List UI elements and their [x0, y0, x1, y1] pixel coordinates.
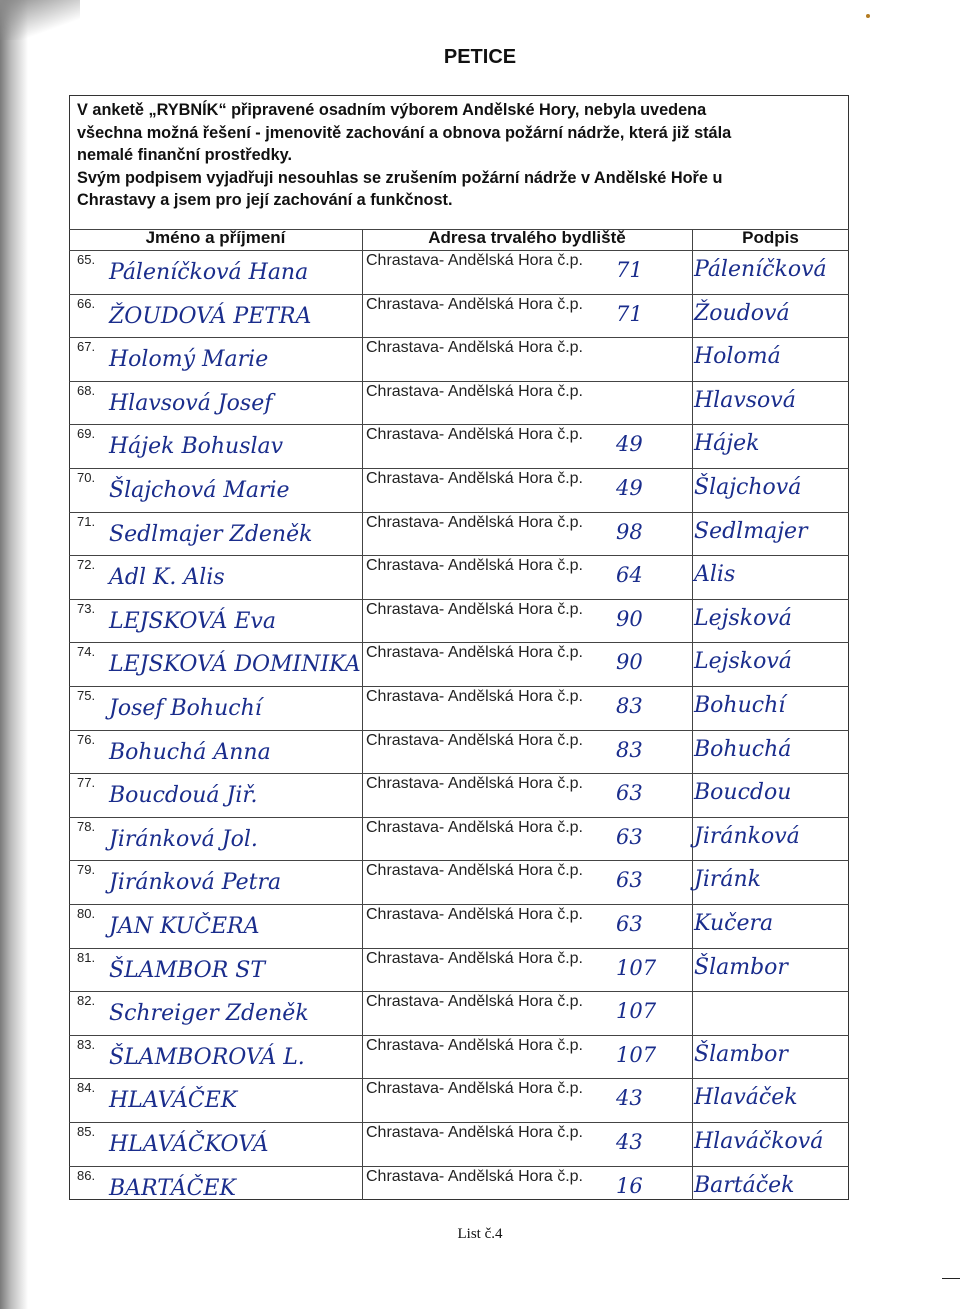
row-number: 80. — [77, 906, 96, 921]
handwritten-name: Holomý Marie — [109, 347, 269, 373]
printed-address: Chrastava- Andělská Hora č.p. — [366, 775, 583, 793]
signature: Šlajchová — [694, 475, 802, 500]
row-divider — [69, 555, 849, 556]
table-row — [69, 948, 849, 992]
row-divider — [69, 337, 849, 338]
handwritten-name: Boucdouá Jiř. — [109, 783, 258, 809]
intro-line-1: V anketě „RYBNÍK“ připravené osadním výborem Andělské Hory, nebyla uvedena — [77, 101, 707, 119]
row-number: 68. — [77, 382, 96, 398]
handwritten-house-number: 71 — [616, 301, 643, 326]
handwritten-name: Páleníčková Hana — [109, 260, 309, 285]
table-row — [69, 1122, 849, 1166]
table-row — [69, 555, 849, 599]
handwritten-name: ŽOUDOVÁ PETRA — [109, 303, 312, 329]
scan-speck — [866, 14, 870, 18]
handwritten-house-number: 98 — [616, 519, 643, 544]
table-row — [69, 1166, 849, 1210]
signature: Alis — [694, 562, 736, 588]
signature: Šlambor — [694, 954, 788, 980]
row-number: 76. — [77, 731, 96, 747]
row-divider — [69, 599, 849, 600]
printed-address: Chrastava- Andělská Hora č.p. — [366, 1080, 583, 1098]
header-address: Adresa trvalého bydliště — [428, 228, 626, 247]
scan-corner-shadow — [0, 0, 80, 40]
intro-line-2: všechna možná řešení - jmenovitě zachování a obnova požární nádrže, která již stála — [77, 123, 732, 142]
row-number: 67. — [77, 339, 96, 355]
handwritten-name: Adl K. Alis — [109, 565, 225, 591]
row-divider — [69, 991, 849, 992]
handwritten-name: HLAVÁČEK — [109, 1088, 238, 1114]
table-row — [69, 599, 849, 643]
handwritten-name: Bohuchá Anna — [109, 739, 271, 765]
signature: Kučera — [694, 911, 774, 936]
printed-address: Chrastava- Andělská Hora č.p. — [366, 1124, 583, 1141]
printed-address: Chrastava- Andělská Hora č.p. — [366, 688, 583, 705]
row-divider — [69, 817, 849, 818]
printed-address: Chrastava- Andělská Hora č.p. — [366, 513, 583, 531]
row-number: 72. — [77, 557, 96, 573]
handwritten-house-number: 71 — [616, 258, 643, 282]
handwritten-house-number: 63 — [616, 912, 643, 936]
table-row — [69, 686, 849, 730]
row-number: 78. — [77, 818, 96, 834]
row-number: 83. — [77, 1036, 96, 1052]
handwritten-house-number: 64 — [616, 563, 643, 588]
handwritten-name: BARTÁČEK — [109, 1175, 236, 1201]
row-number: 75. — [77, 688, 96, 703]
row-divider — [69, 468, 849, 469]
handwritten-house-number: 43 — [616, 1130, 643, 1154]
table-row — [69, 773, 849, 817]
signature: Boucdou — [694, 780, 792, 806]
row-divider — [69, 1078, 849, 1079]
printed-address: Chrastava- Andělská Hora č.p. — [366, 906, 583, 923]
handwritten-name: Jiránková Jol. — [109, 826, 258, 852]
table-row — [69, 337, 849, 381]
printed-address: Chrastava- Andělská Hora č.p. — [366, 426, 583, 444]
handwritten-house-number: 49 — [616, 432, 643, 457]
printed-address: Chrastava- Andělská Hora č.p. — [366, 1167, 583, 1185]
signature: Jiránková — [694, 823, 800, 849]
row-divider — [69, 1122, 849, 1123]
table-row — [69, 294, 849, 338]
row-divider — [69, 424, 849, 425]
row-number: 77. — [77, 775, 96, 791]
handwritten-house-number: 83 — [616, 737, 643, 762]
handwritten-house-number: 90 — [616, 650, 643, 675]
row-divider — [69, 1035, 849, 1036]
printed-address: Chrastava- Andělská Hora č.p. — [366, 557, 583, 575]
signature: Sedlmajer — [694, 518, 808, 544]
row-divider — [69, 250, 849, 251]
row-divider — [69, 294, 849, 295]
table-row — [69, 250, 849, 294]
signature: Lejsková — [694, 605, 792, 631]
row-divider — [69, 686, 849, 687]
row-number: 70. — [77, 470, 96, 485]
signature: Šlambor — [694, 1041, 788, 1067]
handwritten-name: Schreiger Zdeněk — [109, 1001, 309, 1027]
handwritten-name: Hlavsová Josef — [109, 390, 273, 416]
handwritten-house-number: 63 — [616, 824, 643, 849]
printed-address: Chrastava- Andělská Hora č.p. — [366, 862, 583, 880]
row-number: 79. — [77, 862, 96, 878]
row-number: 85. — [77, 1124, 96, 1139]
handwritten-name: ŠLAMBOR ST — [109, 957, 266, 983]
signature: Žoudová — [694, 300, 790, 326]
table-row — [69, 904, 849, 948]
printed-address: Chrastava- Andělská Hora č.p. — [366, 993, 583, 1011]
table-row — [69, 424, 849, 468]
handwritten-name: Sedlmajer Zdeněk — [109, 521, 313, 547]
printed-address: Chrastava- Andělská Hora č.p. — [366, 339, 583, 357]
row-divider — [69, 773, 849, 774]
signature: Hlaváčková — [694, 1129, 824, 1154]
header-signature: Podpis — [742, 228, 799, 247]
handwritten-house-number: 90 — [616, 606, 643, 631]
signature: Bohuchá — [694, 736, 792, 762]
margin-mark — [942, 1278, 960, 1279]
row-number: 81. — [77, 949, 96, 965]
page-title: PETICE — [443, 46, 517, 68]
intro-line-4: Svým podpisem vyjadřuji nesouhlas se zrušením požární nádrže v Andělské Hoře u — [77, 168, 723, 187]
row-number: 73. — [77, 600, 96, 616]
row-number: 65. — [77, 252, 96, 267]
petition-intro — [77, 99, 847, 212]
handwritten-house-number: 63 — [616, 868, 643, 893]
row-divider — [69, 1166, 849, 1167]
handwritten-name: Josef Bohuchí — [109, 696, 262, 721]
printed-address: Chrastava- Andělská Hora č.p. — [366, 731, 583, 749]
scan-edge-shadow — [0, 0, 28, 1309]
printed-address: Chrastava- Andělská Hora č.p. — [366, 382, 583, 400]
header-name: Jméno a příjmení — [145, 228, 286, 247]
table-row — [69, 817, 849, 861]
signature: Jiránk — [694, 867, 761, 893]
sheet-number: List č.4 — [457, 1226, 503, 1242]
row-number: 69. — [77, 426, 96, 442]
row-number: 74. — [77, 644, 96, 660]
signature: Hlaváček — [694, 1085, 798, 1111]
row-number: 84. — [77, 1080, 96, 1096]
printed-address: Chrastava- Andělská Hora č.p. — [366, 818, 583, 836]
table-row — [69, 468, 849, 512]
row-divider — [69, 948, 849, 949]
row-number: 71. — [77, 513, 96, 529]
table-row — [69, 991, 849, 1035]
table-row — [69, 1035, 849, 1079]
intro-line-3: nemalé finanční prostředky. — [77, 146, 293, 164]
row-number: 66. — [77, 295, 96, 311]
handwritten-house-number: 63 — [616, 781, 643, 806]
row-number: 86. — [77, 1167, 96, 1183]
signature: Páleníčková — [694, 257, 827, 282]
signature: Hájek — [694, 431, 760, 457]
handwritten-name: HLAVÁČKOVÁ — [109, 1132, 269, 1157]
printed-address: Chrastava- Andělská Hora č.p. — [366, 295, 583, 313]
printed-address: Chrastava- Andělská Hora č.p. — [366, 644, 583, 662]
printed-address: Chrastava- Andělská Hora č.p. — [366, 1036, 583, 1054]
handwritten-house-number: 107 — [616, 1042, 657, 1067]
handwritten-name: Hájek Bohuslav — [109, 434, 284, 460]
row-divider — [69, 860, 849, 861]
row-number: 82. — [77, 993, 96, 1009]
row-divider — [69, 381, 849, 382]
table-row — [69, 642, 849, 686]
handwritten-name: Šlajchová Marie — [109, 478, 290, 503]
table-row — [69, 381, 849, 425]
intro-line-5: Chrastavy a jsem pro její zachování a funkčnost. — [77, 191, 453, 209]
signature: Holomá — [694, 344, 781, 370]
handwritten-name: LEJSKOVÁ DOMINIKA — [109, 652, 361, 678]
table-row — [69, 512, 849, 556]
handwritten-house-number: 107 — [616, 999, 657, 1024]
printed-address: Chrastava- Andělská Hora č.p. — [366, 470, 583, 487]
handwritten-house-number: 49 — [616, 476, 643, 500]
signature: Bohuchí — [694, 693, 786, 718]
handwritten-name: LEJSKOVÁ Eva — [109, 608, 276, 634]
signature: Hlavsová — [694, 387, 796, 413]
handwritten-house-number: 83 — [616, 694, 643, 718]
row-divider — [69, 904, 849, 905]
printed-address: Chrastava- Andělská Hora č.p. — [366, 949, 583, 967]
row-divider — [69, 642, 849, 643]
table-row — [69, 730, 849, 774]
handwritten-house-number: 43 — [616, 1086, 643, 1111]
handwritten-house-number: 16 — [616, 1173, 643, 1198]
table-row — [69, 1078, 849, 1122]
row-divider — [69, 730, 849, 731]
row-divider — [69, 512, 849, 513]
printed-address: Chrastava- Andělská Hora č.p. — [366, 252, 583, 269]
table-row — [69, 860, 849, 904]
handwritten-name: ŠLAMBOROVÁ L. — [109, 1044, 305, 1070]
handwritten-house-number: 107 — [616, 955, 657, 980]
signature: Bartáček — [694, 1172, 795, 1198]
handwritten-name: JAN KUČERA — [109, 914, 260, 939]
handwritten-name: Jiránková Petra — [109, 870, 282, 896]
printed-address: Chrastava- Andělská Hora č.p. — [366, 600, 583, 618]
signature: Lejsková — [694, 649, 792, 675]
